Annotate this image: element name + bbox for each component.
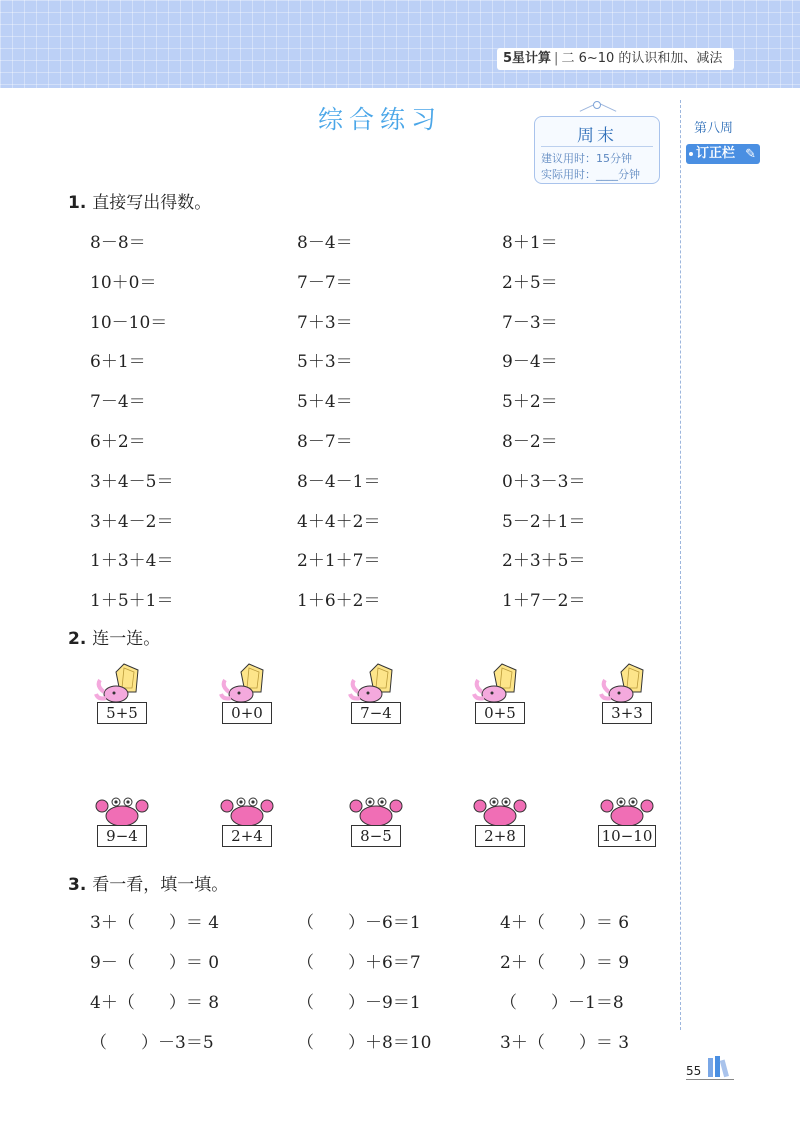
q1-equation: 1＋3＋4＝	[90, 551, 174, 572]
q1-equation: 9－4＝	[502, 352, 558, 373]
q1-number: 1.	[68, 193, 87, 213]
q1-equation: 6＋1＝	[90, 352, 146, 373]
q3-equation: （ ）＋6＝7	[297, 953, 421, 973]
q2-heading	[68, 624, 160, 649]
q1-equation: 2＋3＋5＝	[502, 551, 586, 572]
actual-time: 实际用时：____分钟	[541, 168, 640, 181]
q1-equation: 8－8＝	[90, 233, 146, 253]
q1-equation: 4＋4＋2＝	[297, 511, 381, 532]
q3-equation: 3＋（ ）＝ 4	[90, 913, 220, 933]
q1-heading	[68, 188, 211, 213]
q1-equation: 5－2＋1＝	[502, 511, 586, 532]
q1-equation: 7－4＝	[90, 392, 146, 413]
series-separator: |	[554, 51, 559, 66]
q1-equation: 8－7＝	[297, 432, 353, 452]
q1-equation: 1＋6＋2＝	[297, 591, 381, 612]
q1-equation: 7－3＝	[502, 312, 558, 333]
q3-number: 3.	[68, 875, 87, 895]
correction-label: 订正栏	[696, 146, 736, 161]
pin-icon	[593, 101, 601, 109]
q3-equation: 4＋（ ）＝ 8	[90, 993, 220, 1013]
q1-equation: 1＋7－2＝	[502, 591, 586, 612]
q1-equation: 7＋3＝	[297, 312, 353, 333]
suggested-time: 建议用时：15分钟	[541, 152, 632, 165]
squid-icon	[219, 662, 279, 706]
top-expression-box: 0+0	[222, 702, 272, 724]
correction-column-divider	[680, 100, 682, 1030]
q1-equation: 2＋1＋7＝	[297, 551, 381, 572]
bottom-expression-box: 2+8	[475, 825, 525, 847]
q3-prompt: 看一看，填一填。	[92, 875, 229, 895]
correction-tag	[686, 144, 760, 164]
pencil-icon: ✎	[745, 147, 756, 162]
top-expression-box: 0+5	[475, 702, 525, 724]
q1-equation: 5＋2＝	[502, 392, 558, 413]
crab-icon	[472, 794, 528, 828]
q2-prompt: 连一连。	[92, 629, 161, 649]
header-band	[0, 0, 800, 88]
q1-equation: 5＋3＝	[297, 352, 353, 373]
series-name: 5星计算	[503, 51, 552, 66]
q3-equation: （ ）－3＝5	[90, 1033, 214, 1053]
bottom-expression-box: 10−10	[598, 825, 656, 847]
bullet-icon	[689, 152, 693, 156]
q1-equation: 8＋1＝	[502, 233, 558, 253]
bottom-expression-box: 2+4	[222, 825, 272, 847]
page-underline	[686, 1079, 734, 1080]
q1-equation: 5＋4＝	[297, 392, 353, 413]
q1-equation: 8－4＝	[297, 233, 353, 253]
weekend-title: 周末	[577, 126, 617, 146]
top-expression-box: 7−4	[351, 702, 401, 724]
q3-equation: （ ）－9＝1	[297, 993, 421, 1013]
q3-equation: 3＋（ ）＝ 3	[500, 1033, 630, 1053]
crab-icon	[219, 794, 275, 828]
crab-icon	[348, 794, 404, 828]
bottom-expression-box: 9−4	[97, 825, 147, 847]
top-expression-box: 5+5	[97, 702, 147, 724]
q1-equation: 7－7＝	[297, 272, 353, 293]
q1-equation: 8－4－1＝	[297, 471, 381, 492]
books-icon	[706, 1055, 736, 1079]
q1-equation: 3＋4－2＝	[90, 511, 174, 532]
squid-icon	[472, 662, 532, 706]
q3-equation: （ ）－1＝8	[500, 993, 624, 1013]
week-label: 第八周	[694, 121, 734, 136]
squid-icon	[348, 662, 408, 706]
q1-equation: 3＋4－5＝	[90, 471, 174, 492]
page-title: 综合练习	[317, 105, 442, 134]
q1-equation: 6＋2＝	[90, 432, 146, 452]
squid-icon	[599, 662, 659, 706]
crab-icon	[599, 794, 655, 828]
q1-equation: 1＋5＋1＝	[90, 591, 174, 612]
q1-equation: 10－10＝	[90, 312, 168, 333]
squid-icon	[94, 662, 154, 706]
q3-equation: （ ）＋8＝10	[297, 1033, 432, 1053]
card-string-right	[600, 103, 617, 112]
q2-number: 2.	[68, 629, 87, 649]
q3-heading	[68, 870, 228, 895]
q1-prompt: 直接写出得数。	[92, 193, 212, 213]
q1-equation: 10＋0＝	[90, 272, 157, 293]
q3-equation: 4＋（ ）＝ 6	[500, 913, 630, 933]
q3-equation: （ ）－6＝1	[297, 913, 421, 933]
weekend-card	[534, 116, 660, 184]
q3-equation: 9－（ ）＝ 0	[90, 953, 220, 973]
unit-name: 二 6~10 的认识和加、减法	[561, 51, 723, 66]
series-tag	[497, 48, 734, 70]
q1-equation: 0＋3－3＝	[502, 471, 586, 492]
card-divider	[541, 146, 653, 147]
bottom-expression-box: 8−5	[351, 825, 401, 847]
crab-icon	[94, 794, 150, 828]
page-number: 55	[686, 1064, 702, 1078]
q3-equation: 2＋（ ）＝ 9	[500, 953, 630, 973]
q1-equation: 2＋5＝	[502, 272, 558, 293]
top-expression-box: 3+3	[602, 702, 652, 724]
q1-equation: 8－2＝	[502, 432, 558, 452]
